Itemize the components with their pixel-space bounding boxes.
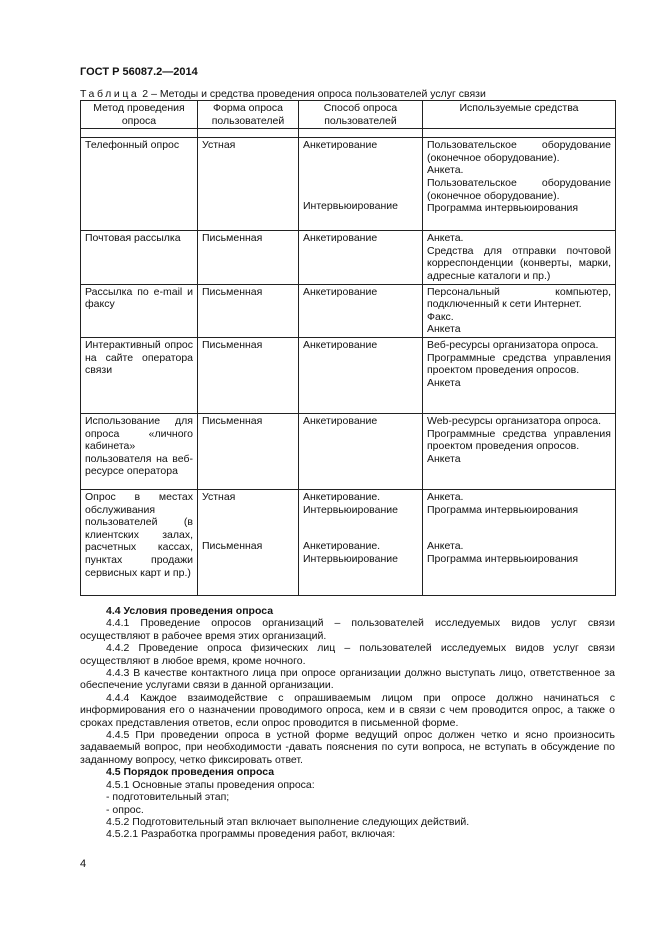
- cell-means: [423, 413, 616, 489]
- cell-means: [423, 489, 616, 595]
- list-item: - опрос.: [106, 803, 144, 816]
- way-text: Интервьюирование: [303, 503, 398, 516]
- list-item: - подготовительный этап;: [106, 791, 230, 804]
- section-heading: 4.4 Условия проведения опроса: [106, 605, 274, 617]
- cell-way: [299, 489, 423, 595]
- cell-method: Опрос в местах обслуживания пользователей (в клиентских залах, расчетных кассах, пунктах продажи сервисных карт и пр.): [81, 489, 198, 595]
- means-text: Анкета.: [427, 540, 464, 553]
- cell-way: Анкетирование: [299, 413, 423, 489]
- paragraph: 4.4.4 Каждое взаимодействие с опрашиваемым лицом при опросе должно начинаться с информирования его о назначении проводимого опроса, кем и в связи с чем проводится опрос, а также о сроках представления ответов, если опрос проводится в письменной форме.: [80, 691, 615, 729]
- means-text: Web-ресурсы организатора опроса.: [427, 414, 602, 427]
- means-text: Программа интервьюирования: [427, 503, 579, 516]
- table-caption-text: – Методы и средства проведения опроса пользователей услуг связи: [151, 88, 486, 100]
- document-header: ГОСТ Р 56087.2—2014: [80, 66, 198, 78]
- cell-way: Анкетирование: [299, 284, 423, 337]
- table-caption-label: Таблица: [80, 88, 140, 100]
- paragraph: 4.5.2.1 Разработка программы проведения работ, включая:: [106, 828, 396, 841]
- cell-way: Анкетирование: [299, 231, 423, 284]
- cell-method: Использование для опроса «личного кабинета» пользователя на веб-ресурсе оператора: [81, 413, 198, 489]
- cell-method: Интерактивный опрос на сайте оператора связи: [81, 337, 198, 413]
- cell-means: [423, 231, 616, 284]
- paragraph: 4.5.2 Подготовительный этап включает выполнение следующих действий.: [106, 815, 470, 828]
- cell-form: Устная: [198, 138, 299, 231]
- way-text: Анкетирование: [303, 139, 378, 152]
- means-text: Средства для отправки почтовой корреспонденции (конверты, марки, адресные каталоги и пр.): [427, 244, 611, 282]
- paragraph: 4.4.5 При проведении опроса в устной форме ведущий опрос должен четко и ясно произносить задаваемый вопрос, при необходимости -давать пояснения по сути вопроса, не вступать в обсуждение по заданному вопросу, четко фиксировать ответ.: [80, 729, 615, 766]
- means-text: Анкета: [427, 323, 461, 336]
- means-text: Анкета.: [427, 232, 464, 245]
- cell-form: Письменная: [198, 284, 299, 337]
- means-text: Анкета: [427, 376, 461, 389]
- cell-form: Письменная: [198, 337, 299, 413]
- means-text: Программные средства управления проектом проведения опросов.: [427, 351, 611, 377]
- means-text: Пользовательское оборудование (оконечное оборудование).: [427, 176, 611, 202]
- means-text: Программа интервьюирования: [427, 202, 579, 215]
- cell-way: [299, 138, 423, 231]
- section-heading: 4.5 Порядок проведения опроса: [106, 766, 275, 779]
- cell-method: Рассылка по e-mail и факсу: [81, 284, 198, 337]
- table-row: [81, 284, 616, 337]
- cell-form: [198, 489, 299, 595]
- means-text: Веб-ресурсы организатора опроса.: [427, 338, 599, 351]
- way-text: Интервьюирование: [303, 552, 398, 565]
- table-header-row: [81, 101, 616, 129]
- means-text: Программные средства управления проектом проведения опросов.: [427, 427, 611, 453]
- means-text: Анкета.: [427, 490, 464, 503]
- cell-way: Анкетирование: [299, 337, 423, 413]
- means-text: Пользовательское оборудование (оконечное оборудование).: [427, 139, 611, 164]
- cell-method: Почтовая рассылка: [81, 231, 198, 284]
- column-header-means: Используемые средства: [423, 101, 616, 129]
- column-header-method: Метод проведения опроса: [81, 101, 198, 129]
- table-row: [81, 337, 616, 413]
- means-text: Программа интервьюирования: [427, 552, 579, 565]
- way-text: Анкетирование.: [303, 540, 381, 553]
- paragraph: 4.4.2 Проведение опроса физических лиц – пользователей исследуемых видов услуг связи осуществляют в любое время, кроме ночного.: [80, 642, 615, 667]
- means-text: Факс.: [427, 310, 454, 323]
- page-number: 4: [80, 858, 87, 870]
- means-text: Анкета.: [427, 164, 464, 177]
- cell-form: Письменная: [198, 231, 299, 284]
- form-text: Письменная: [202, 539, 263, 552]
- cell-means: [423, 138, 616, 231]
- paragraph: 4.4.3 В качестве контактного лица при опросе организации должно выступать лицо, ответственное за обеспечение услугами связи в данной организации.: [80, 667, 615, 692]
- means-text: Анкета: [427, 452, 461, 465]
- table-row: [81, 413, 616, 489]
- way-text: Анкетирование.: [303, 490, 381, 503]
- table-caption: [80, 88, 486, 101]
- table-caption-number: 2: [142, 88, 149, 100]
- paragraph: 4.4.1 Проведение опросов организаций – пользователей исследуемых видов услуг связи осуществляют в рабочее время этих организаций.: [80, 617, 615, 642]
- column-header-form: Форма опроса пользователей: [198, 101, 299, 129]
- cell-means: [423, 337, 616, 413]
- paragraph: 4.5.1 Основные этапы проведения опроса:: [106, 778, 315, 791]
- form-text: Устная: [202, 490, 236, 503]
- cell-means: [423, 284, 616, 337]
- cell-method: Телефонный опрос: [81, 138, 198, 231]
- column-header-way: Способ опроса пользователей: [299, 101, 423, 129]
- table-row: [81, 489, 616, 595]
- means-text: Персональный компьютер, подключенный к сети Интернет.: [427, 285, 611, 311]
- body-text: [80, 605, 615, 841]
- table-row: [81, 231, 616, 284]
- cell-form: Письменная: [198, 413, 299, 489]
- methods-table: [80, 100, 616, 596]
- way-text: Интервьюирование: [303, 199, 398, 212]
- table-spacer-row: [81, 129, 616, 138]
- table-row: [81, 138, 616, 231]
